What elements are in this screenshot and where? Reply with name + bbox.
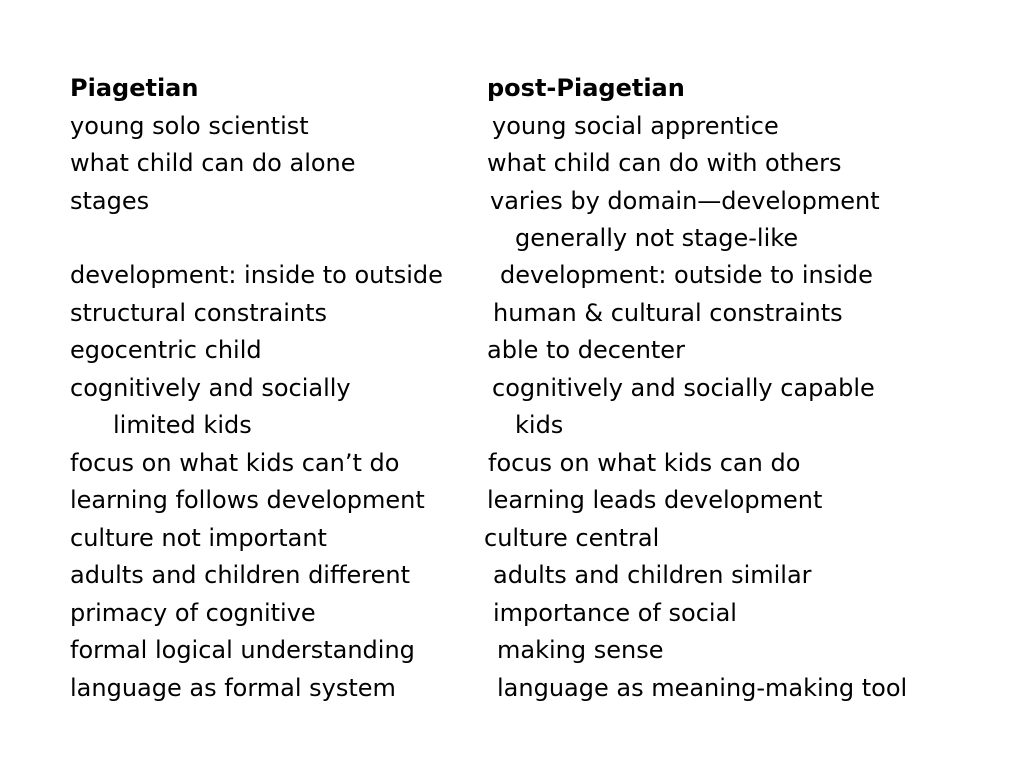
left-item: culture not important — [70, 524, 327, 552]
right-item: young social apprentice — [492, 112, 779, 140]
left-item: young solo scientist — [70, 112, 309, 140]
header-post-piagetian: post-Piagetian — [487, 74, 685, 102]
left-item: focus on what kids can’t do — [70, 449, 400, 477]
right-item: adults and children similar — [493, 561, 812, 589]
right-item-continuation: generally not stage-like — [515, 224, 799, 252]
left-item: learning follows development — [70, 486, 425, 514]
right-item: development: outside to inside — [500, 261, 873, 289]
right-item: making sense — [497, 636, 664, 664]
left-item: primacy of cognitive — [70, 599, 316, 627]
left-item: stages — [70, 187, 150, 215]
right-item: learning leads development — [487, 486, 823, 514]
right-item: varies by domain—development — [490, 187, 880, 215]
right-item: language as meaning-making tool — [497, 674, 908, 702]
left-item-continuation: limited kids — [113, 411, 252, 439]
right-item: what child can do with others — [487, 149, 842, 177]
right-item: focus on what kids can do — [488, 449, 801, 477]
left-item: language as formal system — [70, 674, 396, 702]
left-item: egocentric child — [70, 336, 262, 364]
right-item: culture central — [484, 524, 660, 552]
right-item: importance of social — [493, 599, 737, 627]
left-item: development: inside to outside — [70, 261, 443, 289]
right-item-continuation: kids — [515, 411, 564, 439]
left-item: structural constraints — [70, 299, 328, 327]
left-item: formal logical understanding — [70, 636, 415, 664]
right-item: human & cultural constraints — [493, 299, 843, 327]
right-item: able to decenter — [487, 336, 685, 364]
left-item: cognitively and socially — [70, 374, 351, 402]
header-piagetian: Piagetian — [70, 74, 199, 102]
right-item: cognitively and socially capable — [492, 374, 875, 402]
left-item: adults and children different — [70, 561, 410, 589]
left-item: what child can do alone — [70, 149, 356, 177]
